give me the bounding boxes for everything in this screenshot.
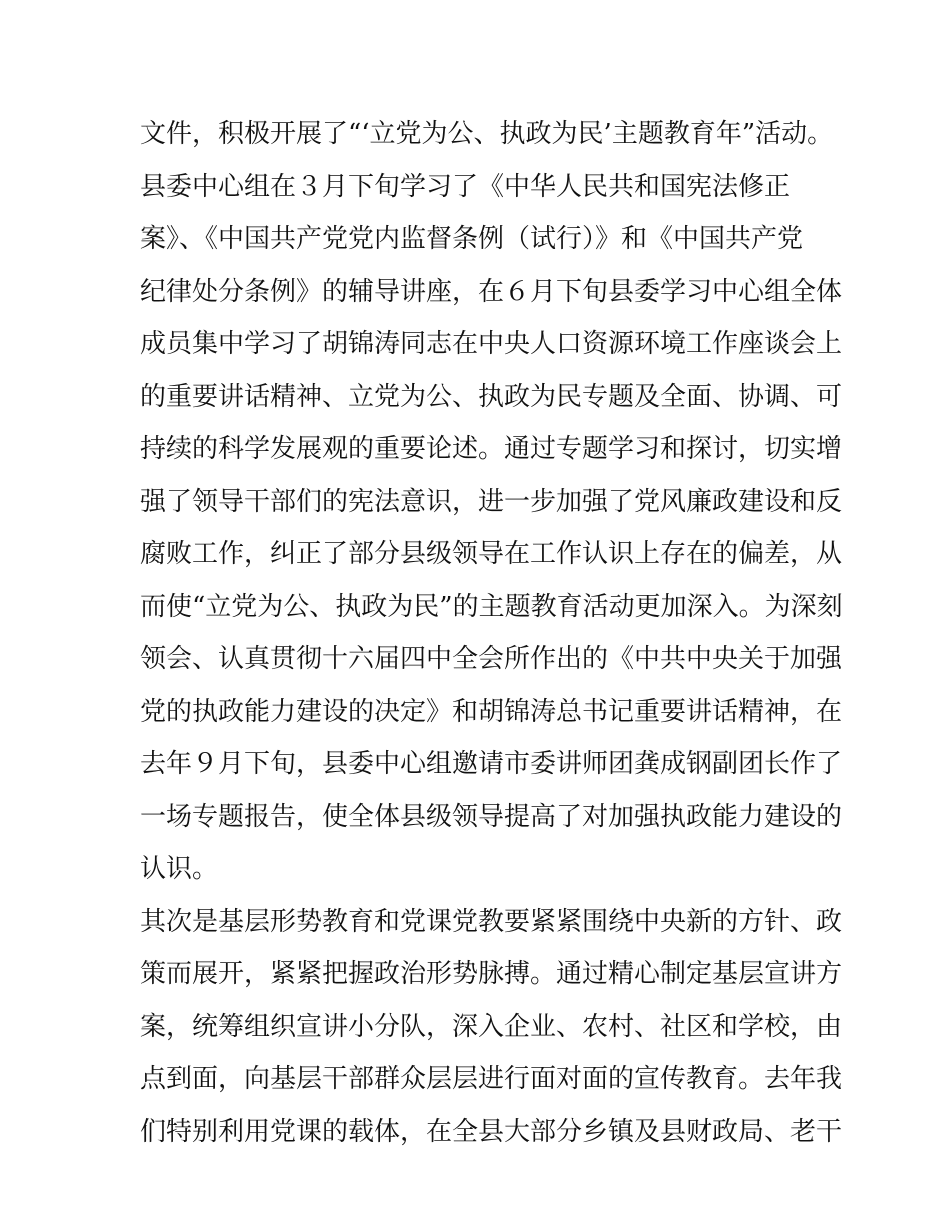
text-line: 案》、《中国共产党党内监督条例（试行）》和《中国共产党 [140, 224, 804, 254]
text-line: 党的执政能力建设的决定》和胡锦涛总书记重要讲话精神，在 [140, 696, 843, 727]
text-line: 文件，积极开展了“‘立党为公、执政为民’主题教育年”活动。 [140, 119, 834, 149]
text-line: 的重要讲话精神、立党为公、执政为民专题及全面、协调、可 [140, 381, 843, 412]
text-line: 而使“立党为公、执政为民”的主题教育活动更加深入。为深刻 [140, 591, 843, 622]
text-line: 腐败工作，纠正了部分县级领导在工作认识上存在的偏差，从 [140, 539, 843, 569]
text-line: 去年９月下旬，县委中心组邀请市委讲师团龚成钢副团长作了 [140, 749, 843, 779]
text-line: 领会、认真贯彻十六届四中全会所作出的《中共中央关于加强 [140, 644, 843, 674]
text-line: 成员集中学习了胡锦涛同志在中央人口资源环境工作座谈会上 [140, 329, 843, 359]
text-line: 策而展开，紧紧把握政治形势脉搏。通过精心制定基层宣讲方 [140, 959, 843, 989]
text-line: 强了领导干部们的宪法意识，进一步加强了党风廉政建设和反 [140, 486, 843, 517]
text-line: 持续的科学发展观的重要论述。通过专题学习和探讨，切实增 [140, 434, 843, 464]
body-text [140, 108, 843, 1158]
text-line: 认识。 [140, 854, 219, 884]
text-line: 点到面，向基层干部群众层层进行面对面的宣传教育。去年我 [140, 1064, 843, 1094]
text-line: 一场专题报告，使全体县级领导提高了对加强执政能力建设的 [140, 801, 843, 832]
text-line: 其次是基层形势教育和党课党教要紧紧围绕中央新的方针、政 [140, 906, 843, 937]
text-line: 纪律处分条例》的辅导讲座，在６月下旬县委学习中心组全体 [140, 276, 843, 307]
text-line: 们特别利用党课的载体，在全县大部分乡镇及县财政局、老干 [140, 1116, 843, 1147]
text-line: 县委中心组在３月下旬学习了《中华人民共和国宪法修正 [140, 171, 791, 202]
text-line: 案，统筹组织宣讲小分队，深入企业、农村、社区和学校，由 [140, 1011, 843, 1042]
